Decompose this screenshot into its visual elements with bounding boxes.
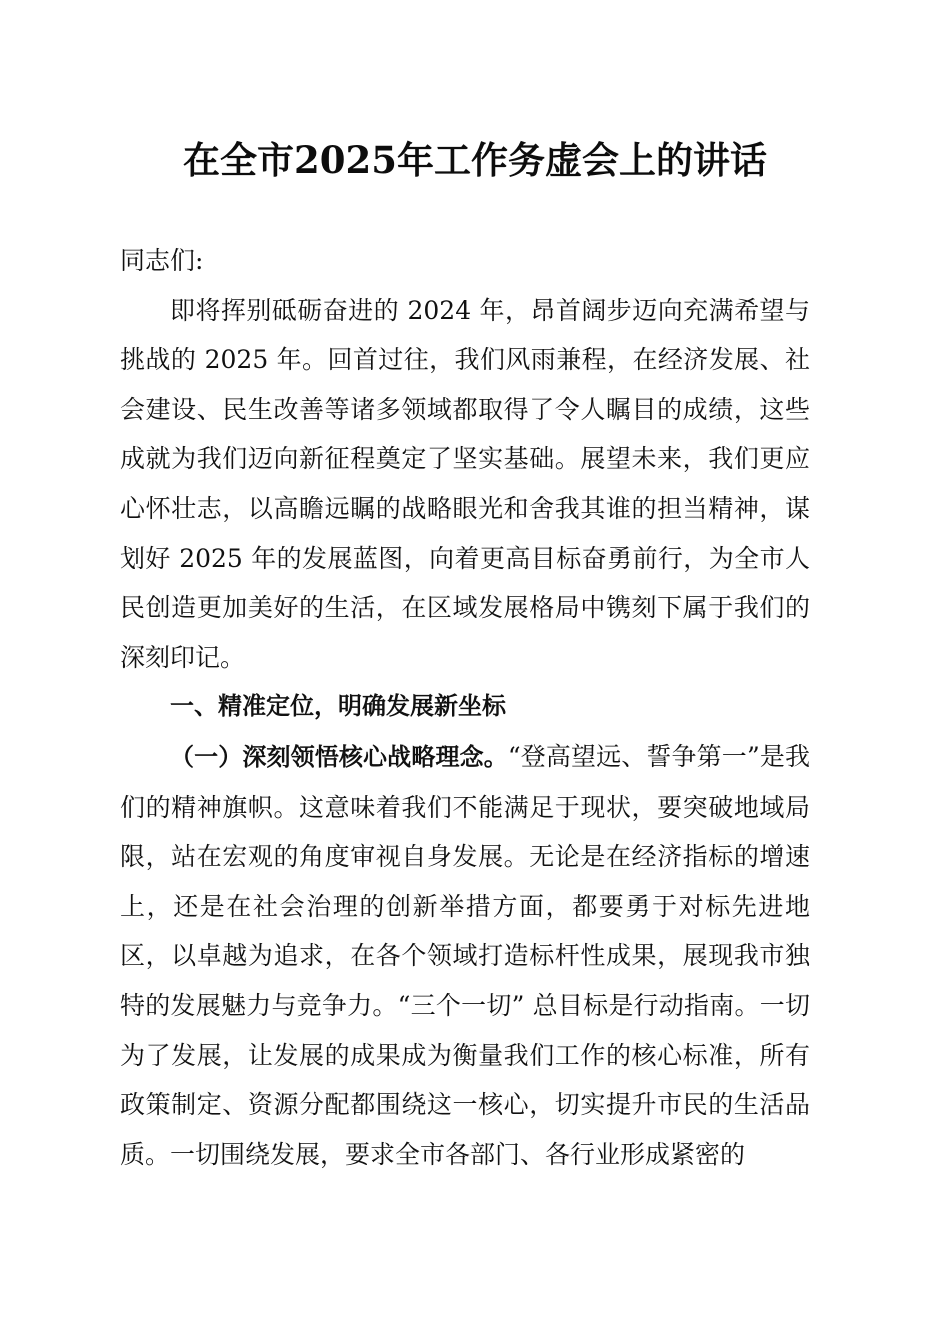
subsection-heading: （一）深刻领悟核心战略理念。 bbox=[170, 742, 508, 771]
subsection-paragraph bbox=[120, 732, 810, 1179]
section-heading: 一、精准定位，明确发展新坐标 bbox=[170, 692, 506, 721]
salutation: 同志们: bbox=[120, 246, 204, 275]
intro-paragraph: 即将挥别砥砺奋进的 2024 年，昂首阔步迈向充满希望与挑战的 2025 年。回首过往，我们风雨兼程，在经济发展、社会建设、民生改善等诸多领域都取得了令人瞩目的成绩，这些成就为我们迈向新征程奠定了坚实基础。展望未来，我们更应心怀壮志，以高瞻远瞩的战略眼光和舍我其谁的担当精神，谋划好 2025 年的发展蓝图，向着更高目标奋勇前行，为全市人民创造更加美好的生活，在区域发展格局中镌刻下属于我们的深刻印记。 bbox=[120, 295, 810, 672]
subsection-body: “登高望远、誓争第一”是我们的精神旗帜。这意味着我们不能满足于现状，要突破地域局限，站在宏观的角度审视自身发展。无论是在经济指标的增速上，还是在社会治理的创新举措方面，都要勇于对标先进地区，以卓越为追求，在各个领域打造标杆性成果，展现我市独特的发展魅力与竞争力。“三个一切” 总目标是行动指南。一切为了发展，让发展的成果成为衡量我们工作的核心标准，所有政策制定、资源分配都围绕这一核心，切实提升市民的生活品质。一切围绕发展，要求全市各部门、各行业形成紧密的 bbox=[120, 741, 810, 1169]
document-title: 在全市2025年工作务虚会上的讲话 bbox=[183, 138, 767, 182]
document-body bbox=[120, 236, 810, 1179]
